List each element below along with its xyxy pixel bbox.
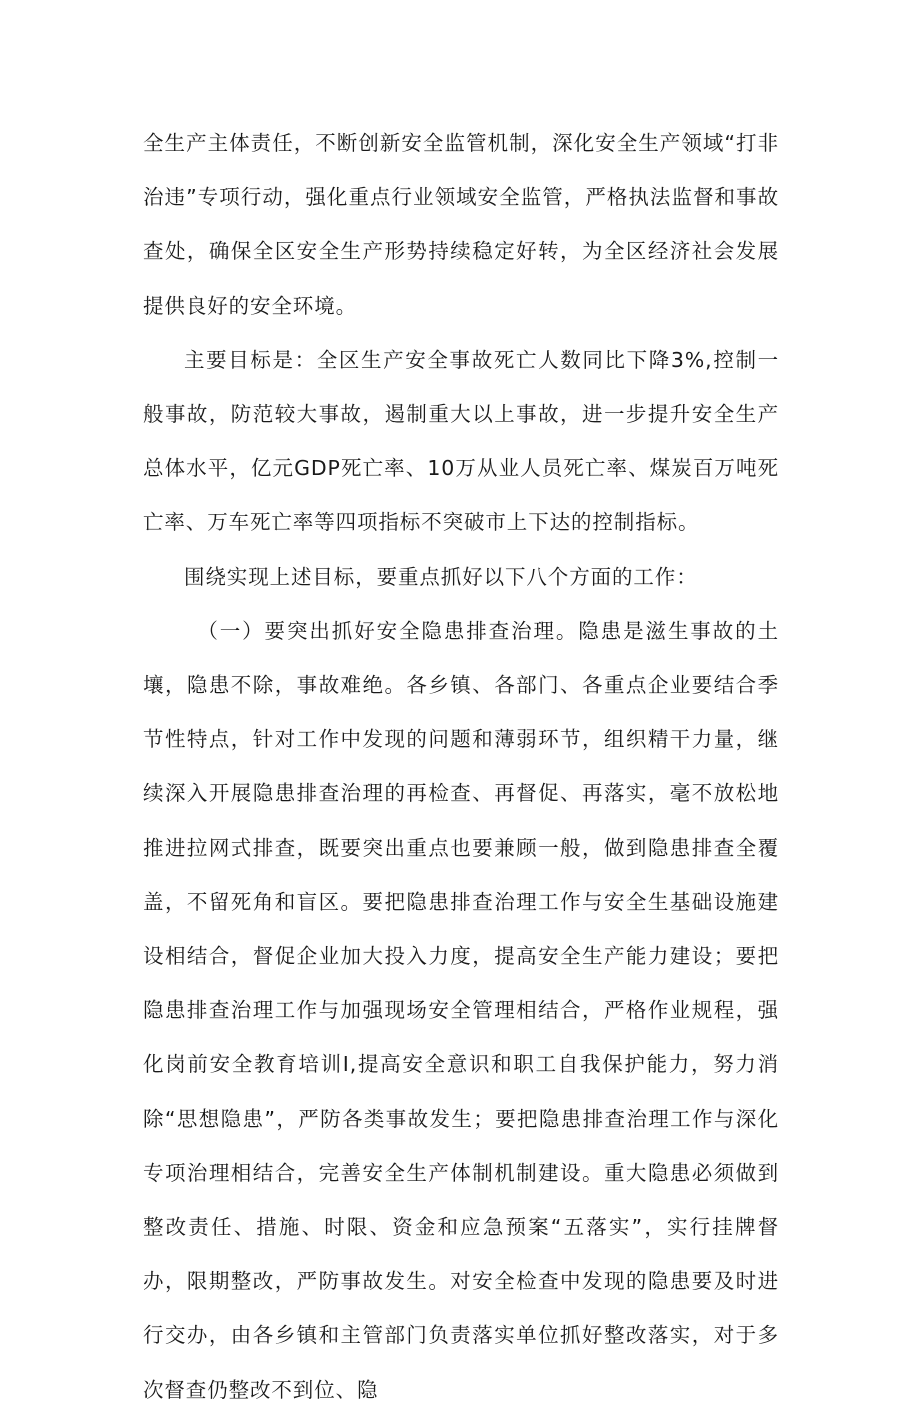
- paragraph-hazard-inspection: （一）要突出抓好安全隐患排查治理。隐患是滋生事故的土壤，隐患不除，事故难绝。各乡镇、各部门、各重点企业要结合季节性特点，针对工作中发现的问题和薄弱环节，组织精干力量，继续深入开展隐患排查治理的再检查、再督促、再落实，毫不放松地推进拉网式排查，既要突出重点也要兼顾一般，做到隐患排查全覆盖，不留死角和盲区。要把隐患排查治理工作与安全生基础设施建设相结合，督促企业加大投入力度，提高安全生产能力建设；要把隐患排查治理工作与加强现场安全管理相结合，严格作业规程，强化岗前安全教育培训I,提高安全意识和职工自我保护能力，努力消除“思想隐患”，严防各类事故发生；要把隐患排查治理工作与深化专项治理相结合，完善安全生产体制机制建设。重大隐患必须做到整改责任、措施、时限、资金和应急预案“五落实”，实行挂牌督办，限期整改，严防事故发生。对安全检查中发现的隐患要及时进行交办，由各乡镇和主管部门负责落实单位抓好整改落实，对于多次督查仍整改不到位、隐: [143, 618, 779, 1402]
- paragraph-continuation: 全生产主体责任，不断创新安全监管机制，深化安全生产领域“打非治违”专项行动，强化重点行业领域安全监管，严格执法监督和事故查处，确保全区安全生产形势持续稳定好转，为全区经济社会发展提供良好的安全环境。: [143, 131, 779, 318]
- paragraph-work-focus: 围绕实现上述目标，要重点抓好以下八个方面的工作：: [184, 564, 698, 589]
- paragraph-main-goals: 主要目标是：全区生产安全事故死亡人数同比下降3%,控制一般事故，防范较大事故，遏制重大以上事故，进一步提升安全生产总体水平，亿元GDP死亡率、10万从业人员死亡率、煤炭百万吨死亡率、万车死亡率等四项指标不突破市上下达的控制指标。: [143, 347, 779, 535]
- body-text: [143, 116, 779, 1417]
